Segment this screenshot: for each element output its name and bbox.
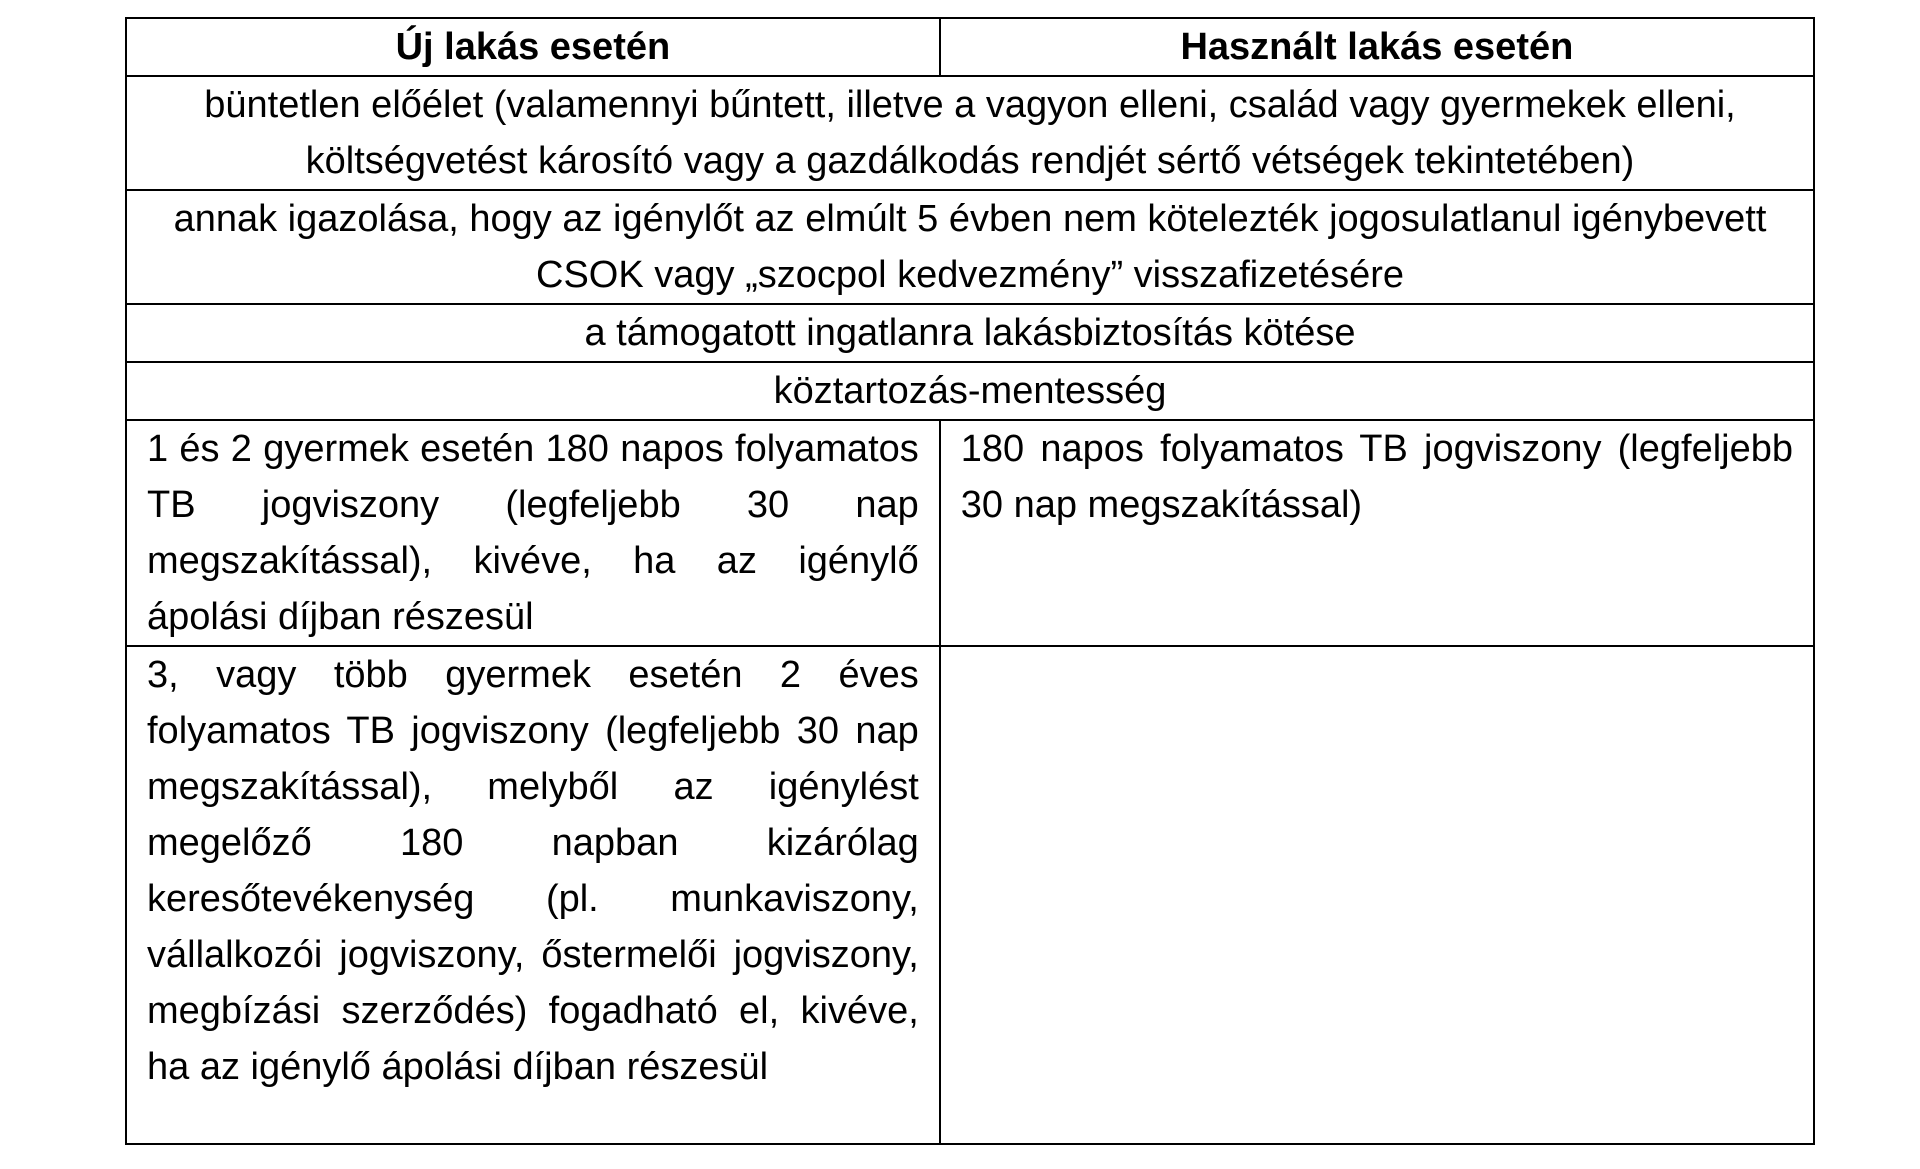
header-used-home: Használt lakás esetén [940,18,1814,76]
table-row [126,420,1814,646]
header-new-home: Új lakás esetén [126,18,940,76]
used-home-empty-cell [940,646,1814,1144]
criminal-record-requirement: büntetlen előélet (valamennyi bűntett, illetve a vagyon elleni, család vagy gyermekek elleni, költségvetést károsító vagy a gazdálkodás rendjét sértő vétségek tekintetében) [126,76,1814,190]
table-row [126,76,1814,190]
table-row [126,190,1814,304]
table-row [126,362,1814,420]
used-home-tb-requirement: 180 napos folyamatos TB jogviszony (legfeljebb 30 nap megszakítással) [940,420,1814,646]
table-row [126,646,1814,1144]
requirements-table [125,17,1815,1145]
insurance-requirement: a támogatott ingatlanra lakásbiztosítás kötése [126,304,1814,362]
header-row [126,18,1814,76]
new-home-tb-3-children: 3, vagy több gyermek esetén 2 éves folyamatos TB jogviszony (legfeljebb 30 nap megszakítással), melyből az igénylést megelőző 180 napban kizárólag keresőtevékenység (pl. munkaviszony, vállalkozói jogviszony, őstermelői jogviszony, megbízási szerződés) fogadható el, kivéve, ha az igénylő ápolási díjban részesül [126,646,940,1144]
public-debt-requirement: köztartozás-mentesség [126,362,1814,420]
new-home-tb-1-2-children: 1 és 2 gyermek esetén 180 napos folyamatos TB jogviszony (legfeljebb 30 nap megszakítással), kivéve, ha az igénylő ápolási díjban részesül [126,420,940,646]
repayment-certificate-requirement: annak igazolása, hogy az igénylőt az elmúlt 5 évben nem kötelezték jogosulatlanul igénybevett CSOK vagy „szocpol kedvezmény” visszafizetésére [126,190,1814,304]
table-row [126,304,1814,362]
